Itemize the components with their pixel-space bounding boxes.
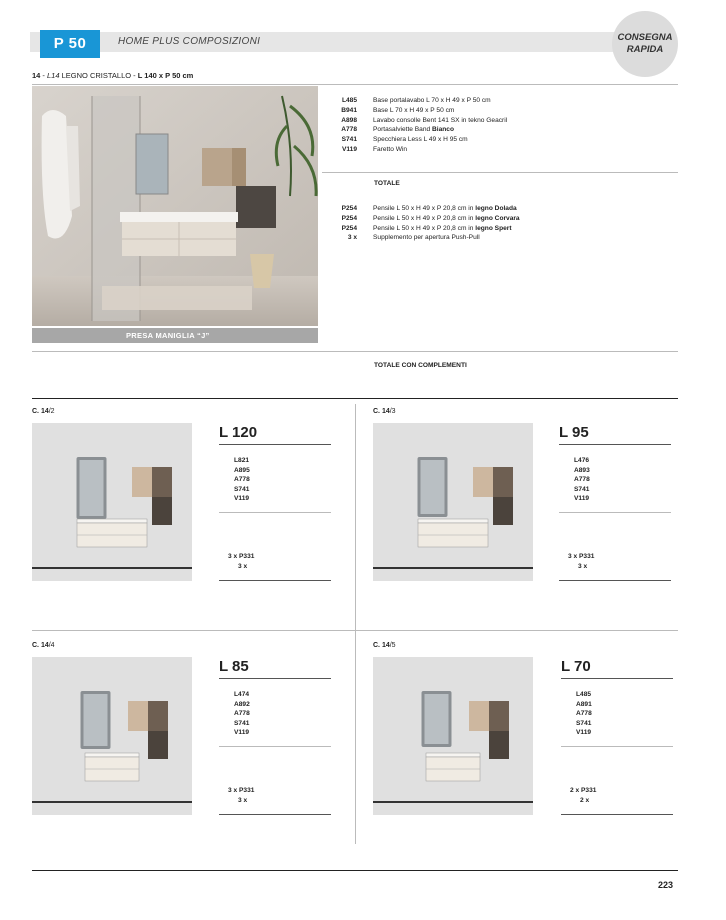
spec-row [337, 145, 677, 155]
variant-extra-line2: 3 x [578, 562, 588, 570]
item-description [373, 214, 520, 224]
variant-image [373, 423, 533, 581]
variant-item-code: A893 [574, 466, 590, 474]
separator: - [40, 71, 48, 80]
main-photo [32, 86, 318, 326]
variant-code-prefix: C. 14 [32, 408, 49, 415]
variant-code [32, 408, 55, 415]
item-description-text: Specchiera Less L 49 x H 95 cm [373, 136, 468, 144]
item-code: A898 [341, 116, 357, 124]
variant-code-suffix: /3 [389, 408, 396, 415]
spec-row [337, 116, 677, 126]
item-code: P254 [341, 214, 357, 222]
spec-row [337, 135, 677, 145]
variant-code-suffix: /5 [389, 642, 396, 649]
variant-code [373, 408, 396, 415]
variant-item-code: L485 [576, 691, 592, 698]
divider [32, 84, 678, 85]
item-code: L485 [341, 97, 357, 104]
item-description-highlight: Bianco [432, 126, 454, 134]
variant-item-code: A891 [576, 700, 592, 708]
delivery-badge-line2: RAPIDA [626, 44, 664, 55]
divider [219, 746, 331, 747]
divider [219, 678, 331, 679]
variant-item-code: A778 [576, 710, 592, 717]
variant-item-code: S741 [234, 485, 250, 493]
photo-caption: PRESA MANIGLIA “J” [32, 328, 318, 343]
item-description-highlight: legno Spert [475, 224, 512, 232]
spec-row [337, 204, 677, 214]
variant-extra-line2: 3 x [238, 796, 248, 804]
variant-code-suffix: /2 [48, 408, 55, 415]
variant-item-code: S741 [576, 719, 592, 727]
section-divider [32, 398, 678, 399]
divider [561, 814, 673, 815]
variant-item-code: A892 [234, 700, 250, 708]
divider [559, 580, 671, 581]
variant-extra-line1: 3 x P331 [228, 787, 255, 794]
divider [219, 814, 331, 815]
variant-item-code: L476 [574, 457, 590, 464]
variant-item-code: V119 [234, 495, 250, 502]
item-description-text: Lavabo consolle Bent 141 SX in tekno Geacril [373, 116, 508, 124]
column-divider [355, 404, 356, 844]
variant-item-code: V119 [574, 495, 590, 502]
spec-row [337, 106, 677, 116]
variant-extra-line1: 3 x P331 [568, 553, 595, 560]
variant-extra-line1: 2 x P331 [570, 787, 597, 794]
delivery-badge-line1: CONSEGNA [617, 32, 673, 43]
divider [219, 580, 331, 581]
item-description-highlight: legno Corvara [475, 214, 520, 222]
totale-label: TOTALE [374, 180, 400, 187]
variant-item-code: S741 [574, 485, 590, 493]
item-description-highlight: legno Dolada [475, 205, 517, 212]
bathroom-illustration [32, 86, 318, 326]
variant-code [373, 642, 396, 649]
variant-item-code: V119 [234, 729, 250, 736]
separator: - [131, 71, 138, 80]
page-badge: P 50 [40, 30, 100, 58]
variant-image [32, 657, 192, 815]
variant-extras [228, 786, 254, 805]
divider [219, 444, 331, 445]
variant-illustration [32, 657, 192, 815]
item-description-text: Faretto Win [373, 146, 408, 153]
totale-complementi-label: TOTALE CON COMPLEMENTI [374, 362, 467, 369]
variant-extras [570, 786, 596, 805]
variant-illustration [32, 423, 192, 581]
item-description [373, 116, 507, 126]
item-description [373, 135, 468, 145]
divider [219, 512, 331, 513]
variant-illustration [373, 423, 533, 581]
variant-item-code: A778 [234, 476, 250, 483]
variant-extras [228, 552, 254, 571]
spec-row [337, 214, 677, 224]
variant-code-prefix: C. 14 [373, 642, 390, 649]
item-description-text: Portasalviette Band [373, 126, 433, 134]
composition-number: 14 [32, 71, 41, 80]
section-title: HOME PLUS COMPOSIZIONI [118, 36, 261, 47]
variant-extra-line1: 3 x P331 [228, 553, 255, 560]
divider [561, 678, 673, 679]
composition-size: L 140 x P 50 cm [137, 71, 194, 80]
divider [32, 351, 678, 352]
variant-code-prefix: C. 14 [373, 408, 390, 415]
divider [32, 630, 678, 631]
item-code: 3 x [347, 234, 357, 242]
variant-extra-line2: 2 x [580, 796, 590, 804]
variant-item-code: A778 [234, 710, 250, 717]
variant-item-code: A778 [574, 476, 590, 483]
item-description-text: Pensile L 50 x H 49 x P 20,8 cm in [373, 224, 476, 232]
spec-row [337, 125, 677, 135]
variant-extras [568, 552, 594, 571]
variant-item-code: A895 [234, 466, 250, 474]
item-description [373, 145, 407, 155]
spec-row [337, 96, 677, 106]
item-description [373, 224, 512, 234]
variant-code [32, 642, 55, 649]
item-description [373, 96, 491, 106]
item-code: B941 [341, 106, 357, 114]
composition-subtitle [32, 71, 193, 80]
variant-item-code: S741 [234, 719, 250, 727]
variant-item-codes [234, 456, 250, 504]
variant-illustration [373, 657, 533, 815]
variant-size: L 95 [559, 424, 589, 441]
variant-extra-line2: 3 x [238, 562, 248, 570]
footer-divider [32, 870, 678, 871]
divider [322, 172, 678, 173]
item-code: S741 [341, 136, 357, 144]
variant-item-codes [576, 690, 592, 738]
variant-item-code: V119 [576, 729, 592, 736]
variant-code-prefix: C. 14 [32, 642, 49, 649]
delivery-badge [612, 11, 678, 77]
item-description [373, 106, 454, 116]
variant-item-code: L474 [234, 691, 250, 698]
variant-code-suffix: /4 [48, 642, 55, 649]
variant-size: L 120 [219, 424, 258, 441]
spec-row [337, 233, 677, 243]
item-description [373, 204, 517, 214]
variant-image [32, 423, 192, 581]
spec-item-list [337, 96, 677, 156]
item-description [373, 125, 454, 135]
extras-list [337, 204, 677, 244]
page-number: 223 [658, 880, 674, 890]
composition-finish: LEGNO CRISTALLO [59, 71, 132, 80]
variant-item-code: L821 [234, 457, 250, 464]
variant-size: L 85 [219, 658, 249, 675]
item-code: P254 [341, 224, 357, 232]
variant-item-codes [234, 690, 250, 738]
item-code: A778 [341, 126, 357, 134]
item-description [373, 233, 480, 243]
item-description-text: Pensile L 50 x H 49 x P 20,8 cm in [373, 214, 476, 222]
item-description-text: Base portalavabo L 70 x H 49 x P 50 cm [373, 97, 491, 104]
item-description-text: Pensile L 50 x H 49 x P 20,8 cm in [373, 205, 476, 212]
divider [561, 746, 673, 747]
variant-size: L 70 [561, 658, 591, 675]
item-code: P254 [341, 205, 357, 212]
divider [559, 512, 671, 513]
spec-row [337, 224, 677, 234]
variant-item-codes [574, 456, 590, 504]
item-description-text: Base L 70 x H 49 x P 50 cm [373, 106, 455, 114]
composition-code: L14 [47, 71, 60, 80]
variant-image [373, 657, 533, 815]
item-code: V119 [341, 146, 357, 153]
divider [559, 444, 671, 445]
item-description-text: Supplemento per apertura Push-Pull [373, 234, 480, 242]
